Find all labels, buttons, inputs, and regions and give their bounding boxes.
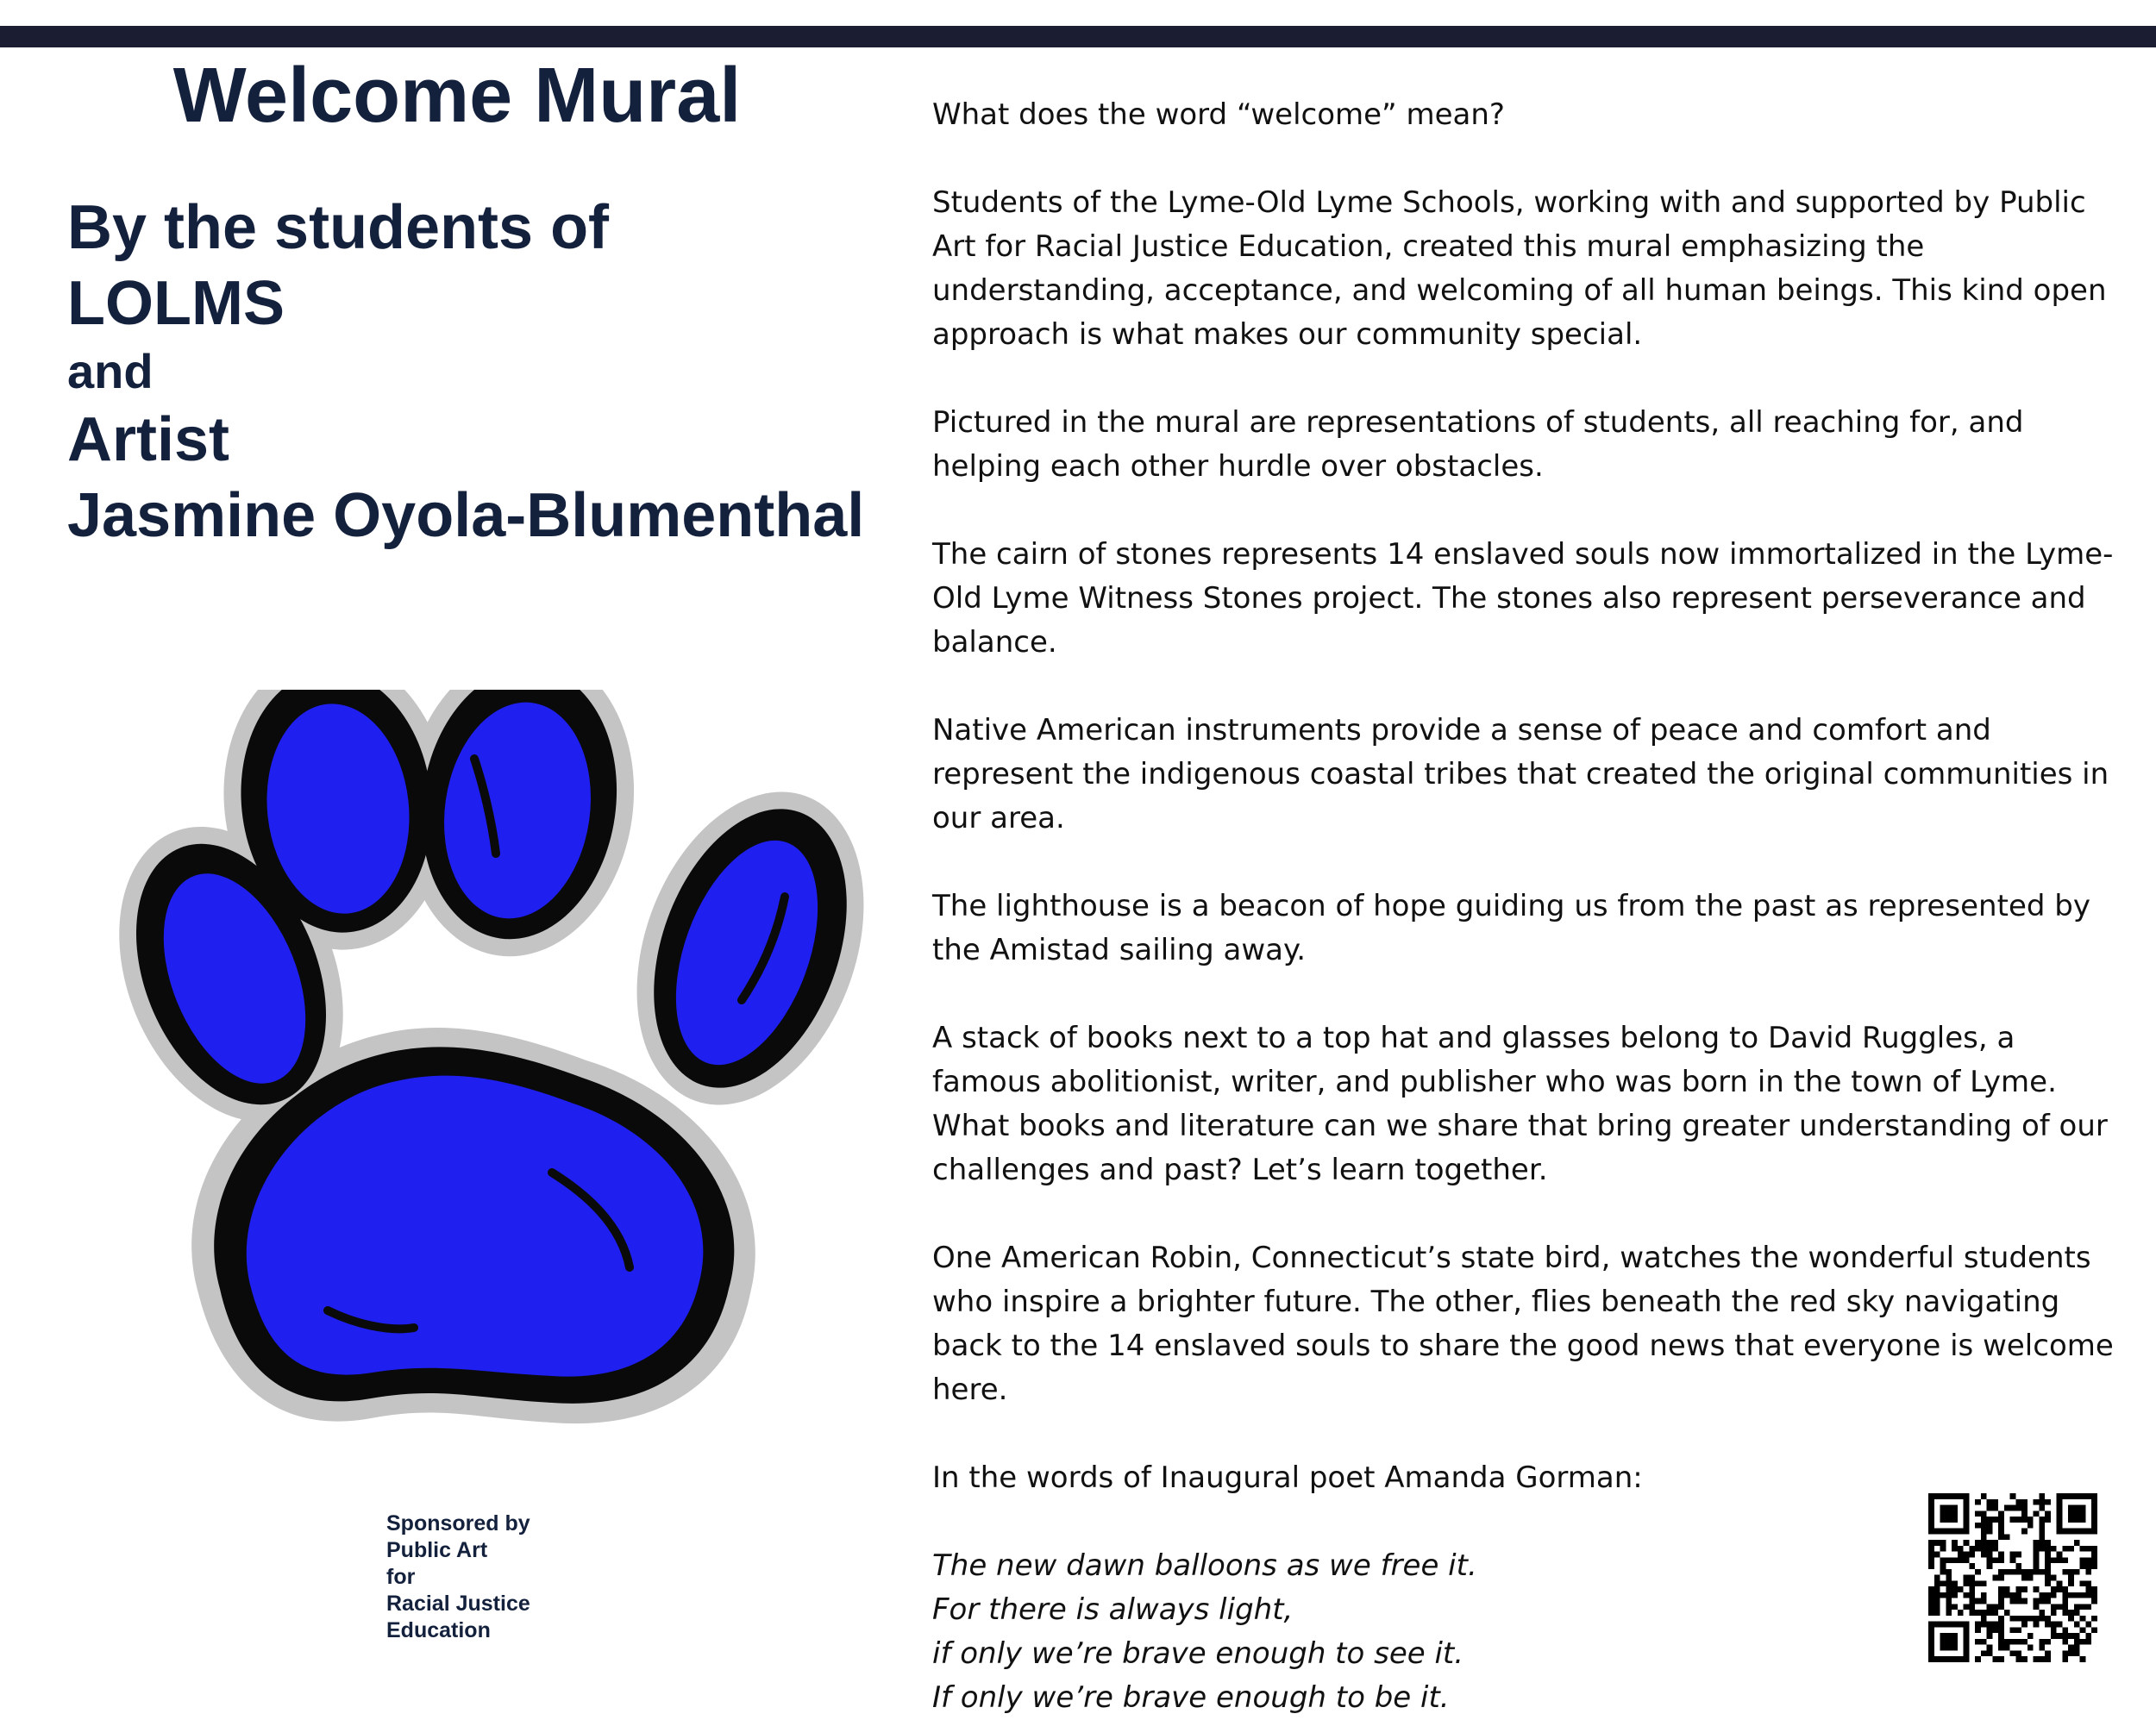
page-title: Welcome Mural [172,53,742,139]
sponsor-line: Public Art [386,1538,488,1562]
byline [67,190,864,554]
sponsor-block [386,1510,530,1644]
byline-students: By the students of [67,193,610,262]
qr-code[interactable] [1928,1493,2097,1662]
sponsor-line: Sponsored by [386,1511,530,1535]
byline-artist-name: Jasmine Oyola-Blumenthal [67,481,865,550]
qr-finder-top-right [2057,1493,2097,1534]
mural-description [932,93,2131,1720]
paragraph-quote-intro: In the words of Inaugural poet Amanda Gorman: [932,1460,1643,1495]
poem-line: if only we’re brave enough to see it. [932,1636,1464,1671]
paragraph-students: Students of the Lyme-Old Lyme Schools, working with and supported by Public Art for Racial Justice Education, created this mural emphasizing the understanding, acceptance, and welcoming of all human beings. This kind open approach is what makes our community special. [932,185,2107,352]
paragraph-instruments: Native American instruments provide a sense of peace and comfort and represent the indigenous coastal tribes that created the original communities in our area. [932,713,2109,835]
qr-finder-bottom-left [1928,1622,1969,1662]
sponsor-line: for [386,1565,416,1589]
paragraph-cairn: The cairn of stones represents 14 enslaved souls now immortalized in the Lyme-Old Lyme Witness Stones project. The stones also represent perseverance and balance. [932,537,2114,660]
poem-line: The new dawn balloons as we free it. [932,1548,1477,1583]
poem-line: If only we’re brave enough to be it. [932,1680,1450,1715]
paragraph-robin: One American Robin, Connecticut’s state bird, watches the wonderful students who inspire a brighter future. The other, flies beneath the red sky navigating back to the 14 enslaved souls to share the good news that everyone is welcome here. [932,1241,2114,1407]
byline-school: LOLMS [67,269,285,338]
byline-and: and [67,344,154,398]
paragraph-question: What does the word “welcome” mean? [932,97,1505,132]
paragraph-lighthouse: The lighthouse is a beacon of hope guiding us from the past as represented by the Amistad sailing away. [932,889,2090,967]
sponsor-line: Racial Justice [386,1592,530,1616]
byline-artist-label: Artist [67,405,230,474]
poem-line: For there is always light, [932,1592,1294,1627]
paw-print-logo [69,690,871,1466]
top-border-bar [0,26,2156,47]
sponsor-line: Education [386,1618,491,1642]
qr-finder-top-left [1928,1493,1969,1534]
paragraph-pictured: Pictured in the mural are representations of students, all reaching for, and helping each other hurdle over obstacles. [932,405,2024,484]
paragraph-books: A stack of books next to a top hat and glasses belong to David Ruggles, a famous abolitionist, writer, and publisher who was born in the town of Lyme. What books and literature can we share that bring greater understanding of our challenges and past? Let’s learn together. [932,1021,2108,1187]
